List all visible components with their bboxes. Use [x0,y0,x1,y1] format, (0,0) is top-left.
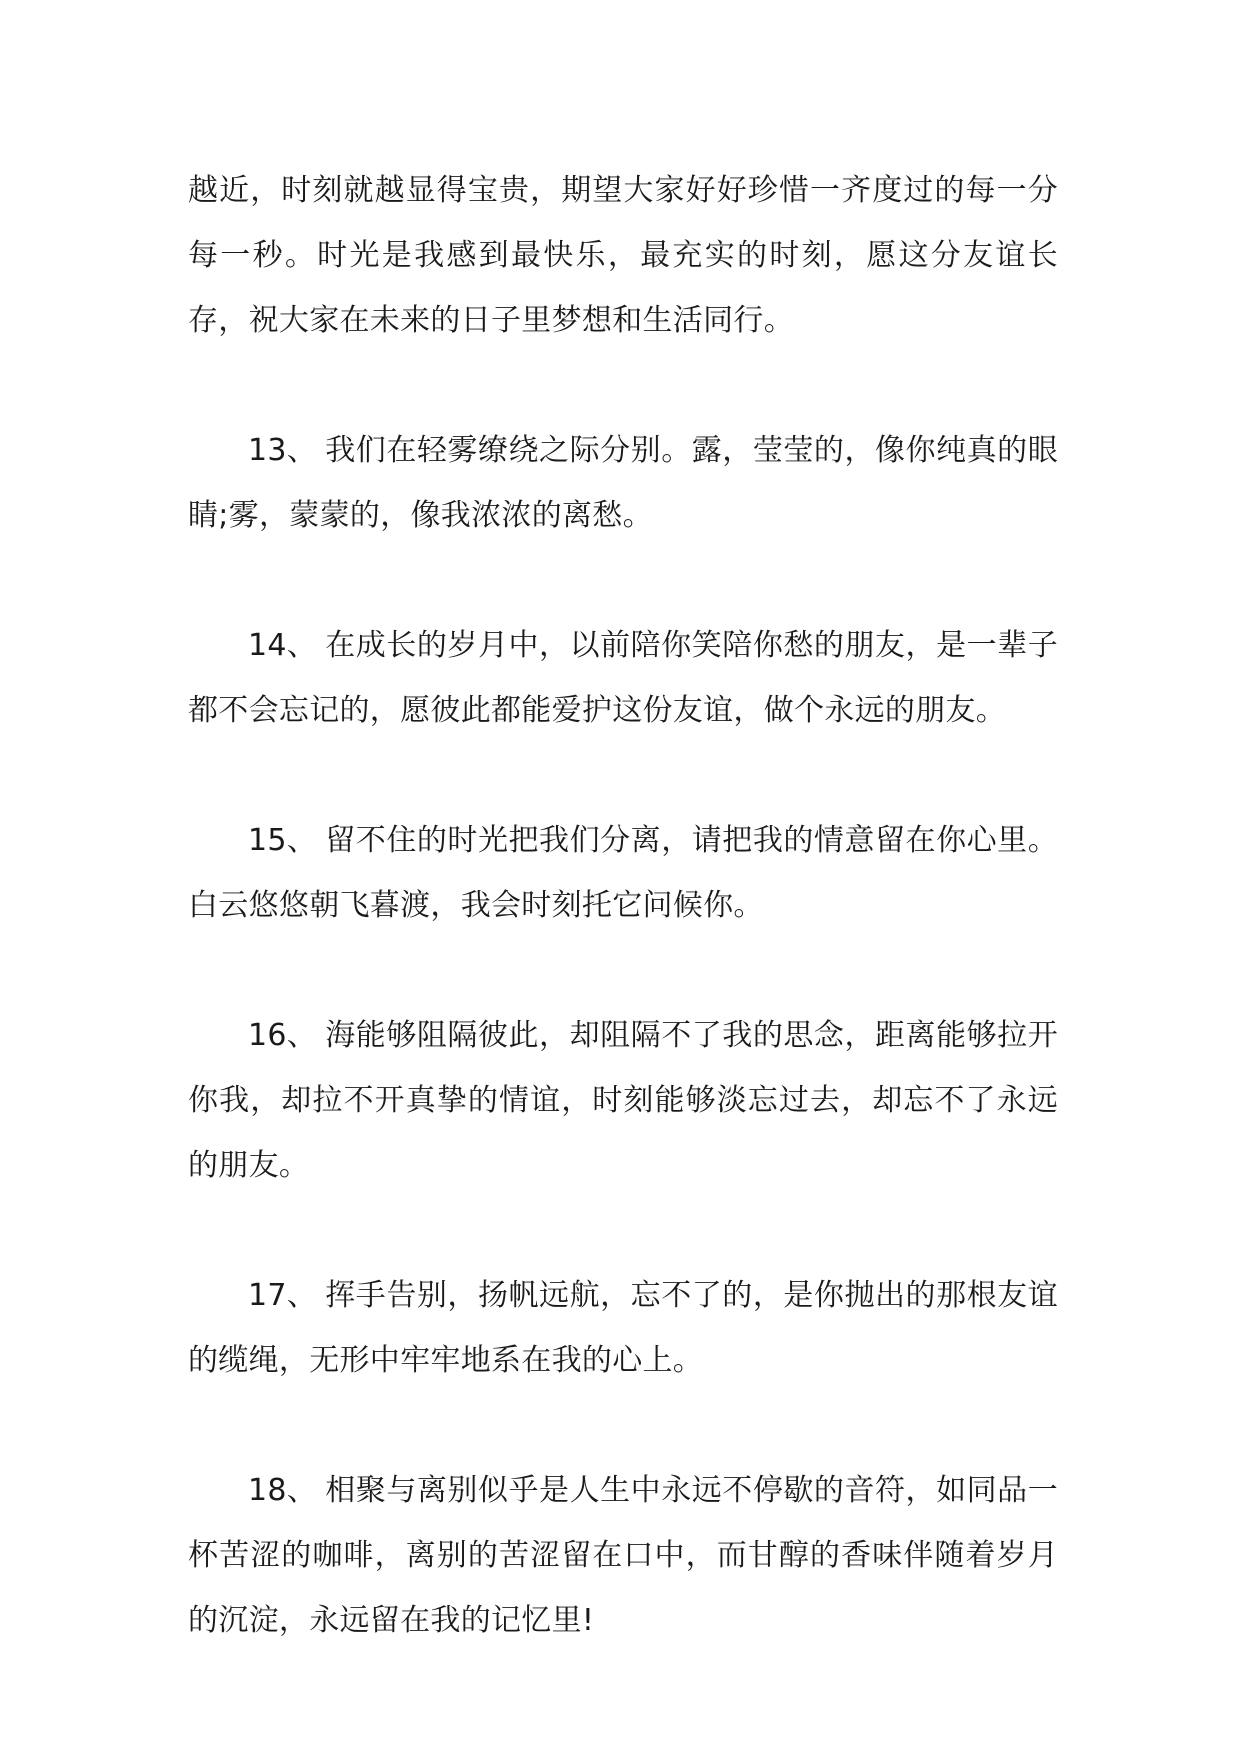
paragraph-number: 15、 [248,823,318,858]
paragraph-text: 留不住的时光把我们分离，请把我的情意留在你心里。白云悠悠朝飞暮渡，我会时刻托它问候你。 [188,823,1058,923]
paragraph-continuation [188,158,1058,353]
paragraph-16 [188,1003,1058,1198]
paragraph-15 [188,808,1058,938]
paragraph-17 [188,1263,1058,1393]
paragraph-13 [188,418,1058,548]
paragraph-14 [188,613,1058,743]
document-body [188,158,1058,1718]
paragraph-number: 17、 [248,1278,318,1313]
paragraph-number: 18、 [248,1473,318,1508]
paragraph-text: 我们在轻雾缭绕之际分别。露，莹莹的，像你纯真的眼睛;雾，蒙蒙的，像我浓浓的离愁。 [188,433,1058,533]
paragraph-text: 挥手告别，扬帆远航，忘不了的，是你抛出的那根友谊的缆绳，无形中牢牢地系在我的心上。 [188,1278,1058,1378]
paragraph-text: 海能够阻隔彼此，却阻隔不了我的思念，距离能够拉开你我，却拉不开真挚的情谊，时刻能够淡忘过去，却忘不了永远的朋友。 [188,1018,1058,1183]
paragraph-number: 16、 [248,1018,318,1053]
paragraph-text: 相聚与离别似乎是人生中永远不停歇的音符，如同品一杯苦涩的咖啡，离别的苦涩留在口中，而甘醇的香味伴随着岁月的沉淀，永远留在我的记忆里! [188,1473,1058,1638]
paragraph-18 [188,1458,1058,1653]
paragraph-text: 越近，时刻就越显得宝贵，期望大家好好珍惜一齐度过的每一分每一秒。时光是我感到最快乐，最充实的时刻，愿这分友谊长存，祝大家在未来的日子里梦想和生活同行。 [188,173,1058,338]
paragraph-number: 13、 [248,433,318,468]
paragraph-text: 在成长的岁月中，以前陪你笑陪你愁的朋友，是一辈子都不会忘记的，愿彼此都能爱护这份友谊，做个永远的朋友。 [188,628,1058,728]
paragraph-number: 14、 [248,628,318,663]
